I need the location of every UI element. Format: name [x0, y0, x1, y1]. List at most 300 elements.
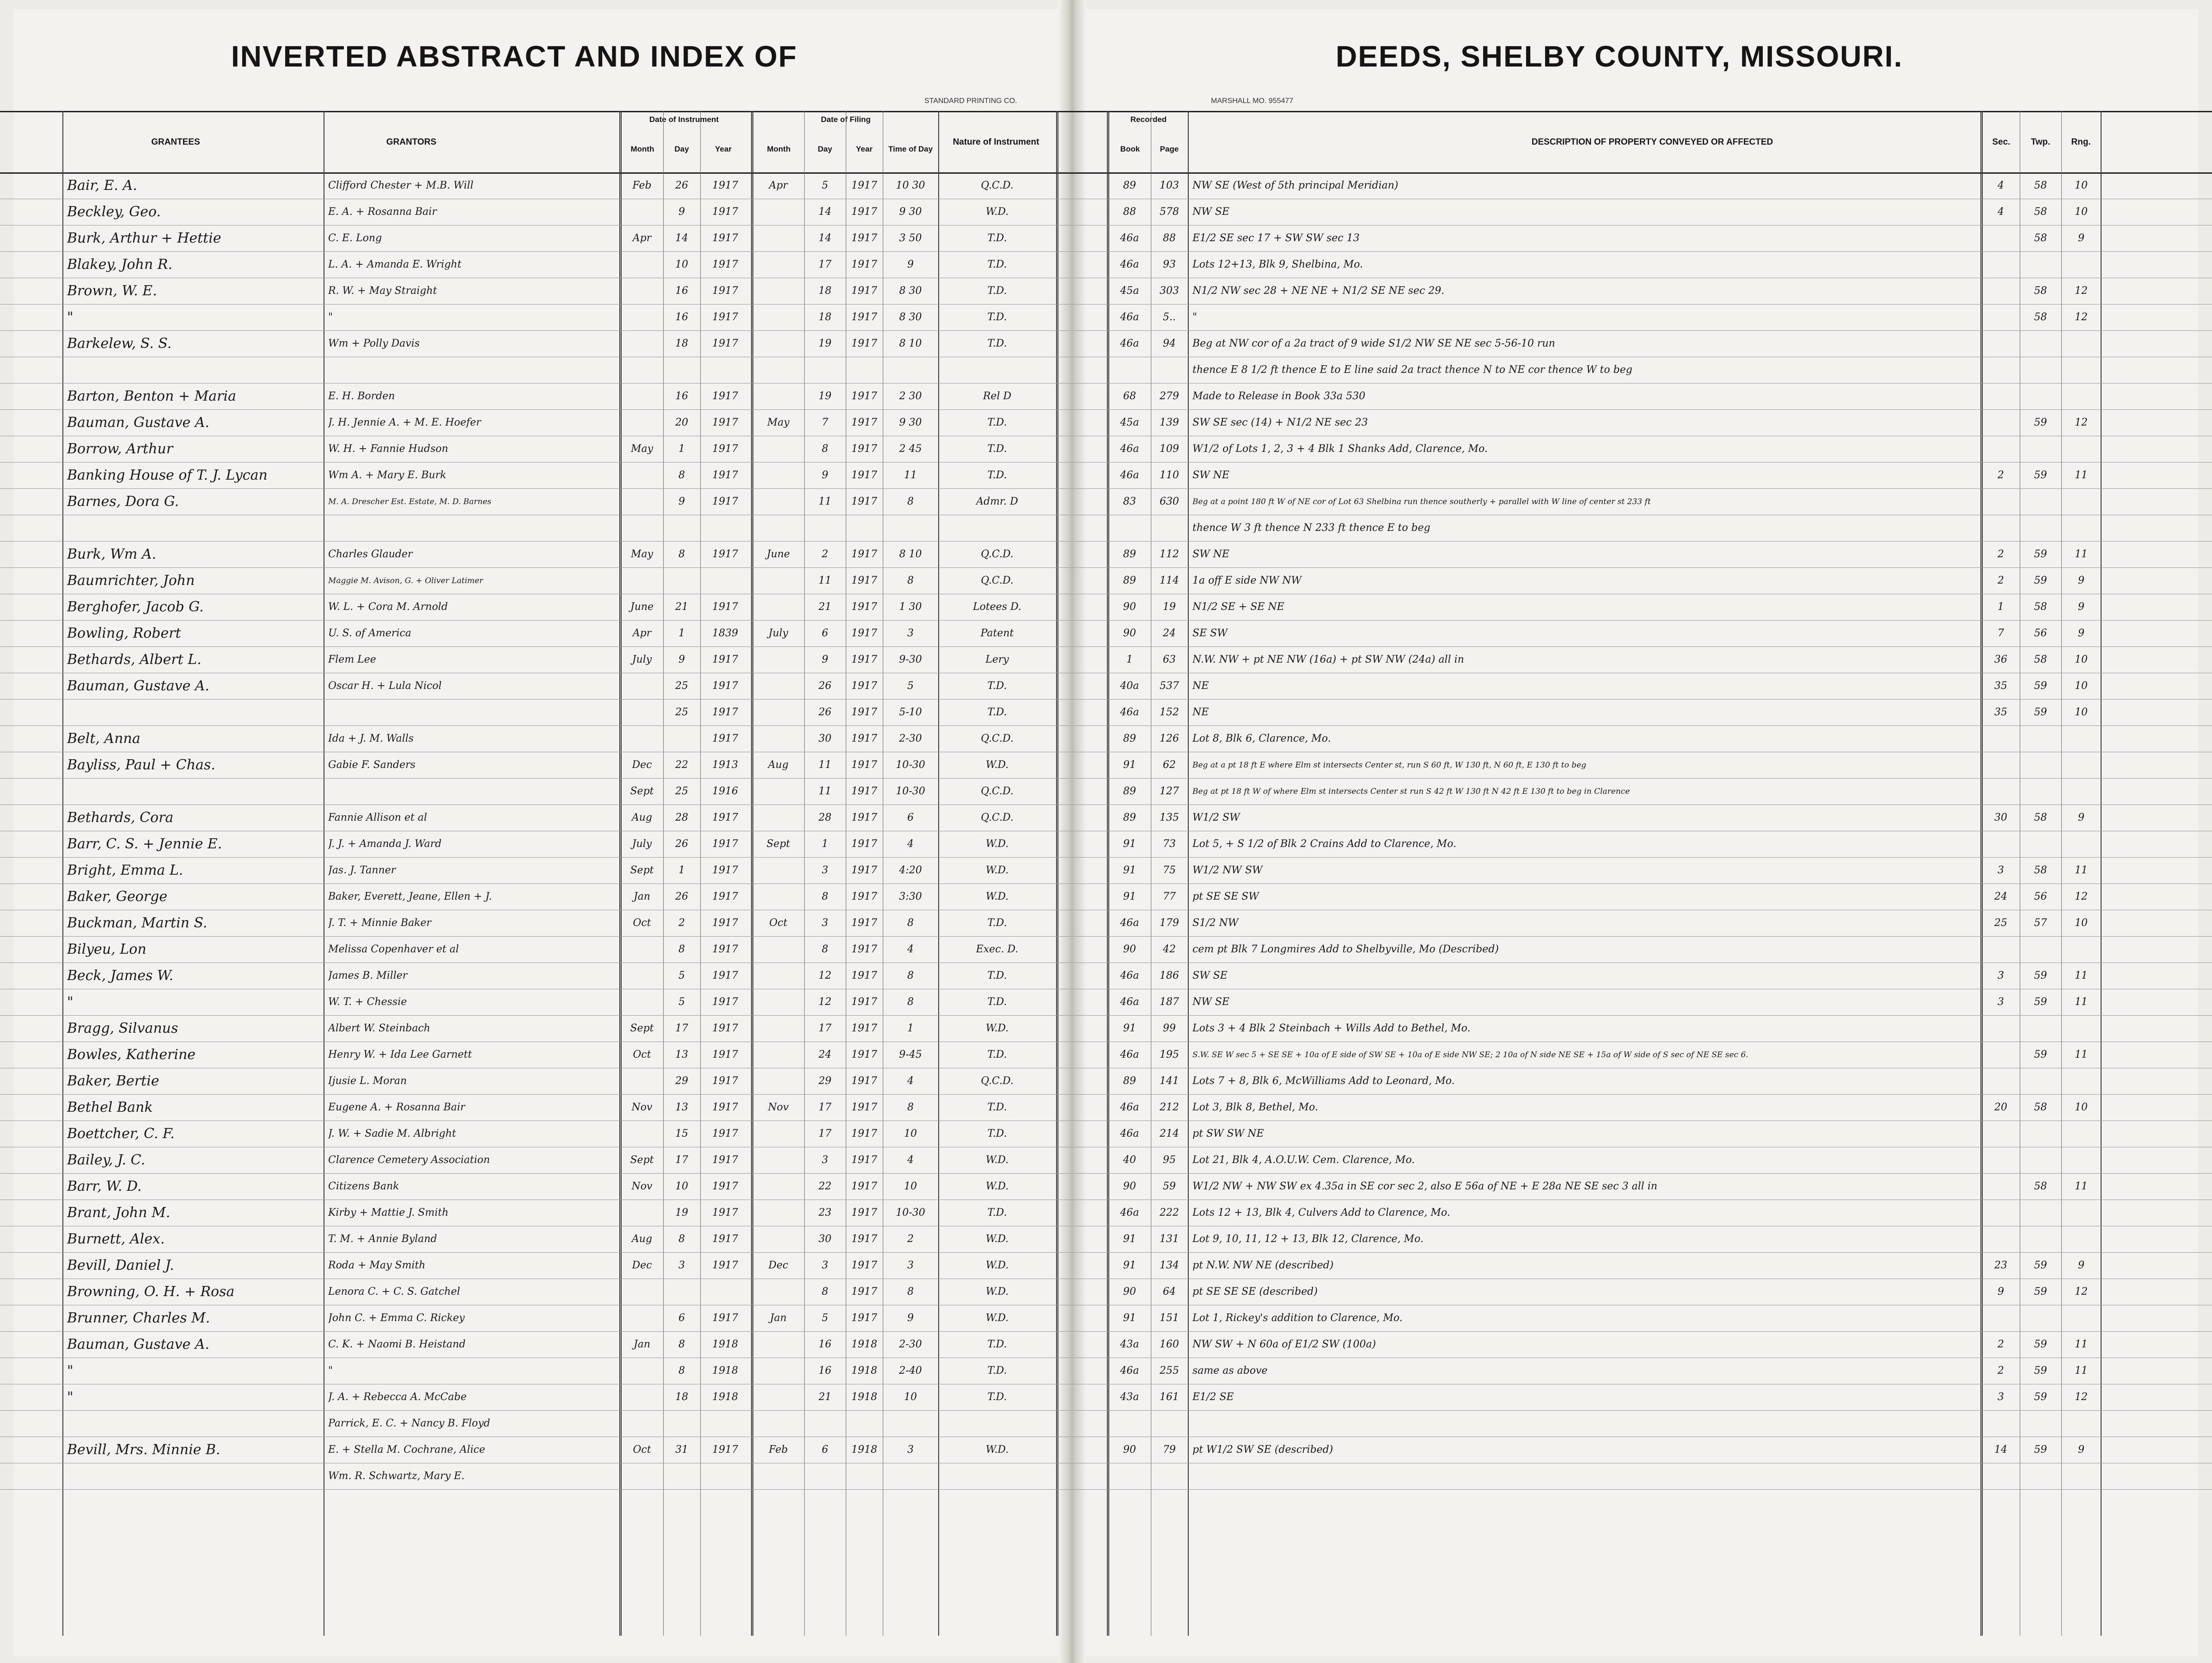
cell-ft: 3	[907, 627, 914, 639]
cell-nat: T.D.	[987, 970, 1007, 981]
cell-iy: 1917	[712, 496, 738, 507]
cell-id: 1	[678, 627, 685, 639]
cell-id: 9	[678, 654, 685, 665]
cell-grantor: Ida + J. M. Walls	[328, 733, 414, 744]
cell-sec	[1983, 490, 2019, 513]
cell-ft: 8	[907, 1102, 914, 1113]
cell-id: 21	[675, 601, 688, 613]
cell-nat: Q.C.D.	[981, 1075, 1014, 1087]
cell-id: 8	[678, 1339, 685, 1350]
cell-iy	[701, 1280, 749, 1304]
cell-im	[622, 517, 662, 540]
cell-ft: 10-30	[896, 759, 925, 771]
cell-book: 90	[1123, 944, 1136, 955]
cell-grantor: T. M. + Annie Byland	[328, 1233, 437, 1245]
cell-im	[622, 1280, 662, 1304]
cell-ft: 11	[904, 469, 917, 481]
cell-grantor: J. T. + Minnie Baker	[328, 917, 432, 929]
cell-fm	[753, 1465, 803, 1488]
cell-nat: Q.C.D.	[981, 548, 1014, 560]
cell-im	[622, 938, 662, 961]
cell-fm: May	[767, 417, 790, 428]
cell-sec: 24	[1994, 891, 2007, 902]
cell-book	[1109, 359, 1150, 382]
cell-id: 28	[675, 812, 688, 823]
cell-desc: Lots 3 + 4 Blk 2 Steinbach + Wills Add to Bethel, Mo.	[1192, 1023, 1471, 1034]
cell-fy: 1918	[851, 1391, 877, 1403]
cell-nat	[941, 517, 1054, 540]
cell-sec: 3	[1998, 865, 2004, 876]
cell-iy: 1917	[712, 1207, 738, 1218]
cell-fd: 19	[819, 338, 831, 349]
cell-ft: 9	[907, 259, 914, 270]
cell-iy: 1917	[712, 232, 738, 244]
cell-nat	[941, 1465, 1054, 1488]
cell-desc: Lot 5, + S 1/2 of Blk 2 Crains Add to Clarence, Mo.	[1192, 838, 1456, 850]
cell-twp	[2021, 490, 2060, 513]
table-row	[0, 383, 2212, 410]
cell-sec: 4	[1998, 180, 2004, 191]
cell-iy: 1917	[712, 1312, 738, 1324]
cell-twp: 59	[2034, 1365, 2047, 1377]
cell-id: 26	[675, 180, 688, 191]
cell-fd: 29	[819, 1075, 831, 1087]
cell-ft: 8 30	[899, 285, 922, 297]
cell-id: 6	[678, 1312, 685, 1324]
cell-rng	[2062, 1307, 2100, 1330]
cell-nat: W.D.	[985, 1023, 1009, 1034]
cell-ft: 3	[907, 1260, 914, 1271]
cell-fm	[753, 438, 803, 461]
cell-fd: 17	[819, 1102, 831, 1113]
cell-id: 10	[675, 259, 688, 270]
cell-twp	[2021, 1412, 2060, 1435]
cell-book: 89	[1123, 786, 1136, 797]
cell-book: 46a	[1120, 311, 1139, 323]
cell-fy: 1917	[851, 944, 877, 955]
cell-grantor	[328, 517, 617, 540]
cell-ft: 8	[907, 996, 914, 1008]
table-row	[0, 620, 2212, 647]
table-row	[0, 1463, 2212, 1490]
cell-fm	[753, 201, 803, 224]
cell-rng: 9	[2078, 575, 2084, 586]
cell-page: 279	[1160, 390, 1179, 402]
cell-grantee: Bilyeu, Lon	[67, 941, 147, 957]
cell-nat: T.D.	[987, 338, 1007, 349]
cell-id: 16	[675, 390, 688, 402]
cell-iy: 1917	[712, 285, 738, 297]
cell-id	[664, 1412, 699, 1435]
cell-id: 13	[675, 1049, 688, 1060]
cell-twp: 58	[2034, 812, 2047, 823]
cell-nat: W.D.	[985, 1260, 1009, 1271]
cell-book: 91	[1123, 759, 1136, 771]
cell-page: 161	[1160, 1391, 1179, 1403]
cell-fy: 1917	[851, 496, 877, 507]
cell-twp	[2021, 833, 2060, 856]
cell-twp: 58	[2034, 180, 2047, 191]
cell-id: 29	[675, 1075, 688, 1087]
cell-twp: 59	[2034, 680, 2047, 692]
cell-rng: 10	[2075, 654, 2088, 665]
cell-sec: 23	[1994, 1260, 2007, 1271]
cell-grantee: Belt, Anna	[67, 731, 141, 747]
cell-ft: 4:20	[899, 865, 922, 876]
cell-desc: SW SE sec (14) + N1/2 NE sec 23	[1192, 417, 1368, 428]
cell-iy: 1917	[712, 601, 738, 613]
cell-fy: 1917	[851, 311, 877, 323]
cell-ft: 10-30	[896, 786, 925, 797]
table-row	[0, 1173, 2212, 1200]
cell-fm	[753, 490, 803, 513]
cell-sec	[1983, 1122, 2019, 1145]
cell-book: 89	[1123, 812, 1136, 823]
cell-desc: N1/2 SE + SE NE	[1192, 601, 1284, 613]
cell-iy: 1918	[712, 1339, 738, 1350]
cell-iy: 1917	[712, 707, 738, 718]
cell-im: Oct	[633, 1444, 651, 1456]
cell-fm	[753, 1228, 803, 1251]
cell-nat: Exec. D.	[976, 944, 1019, 955]
cell-rng: 10	[2075, 680, 2088, 692]
cell-nat: T.D.	[987, 443, 1007, 455]
cell-grantor: "	[328, 311, 333, 323]
cell-im: July	[632, 838, 652, 850]
cell-grantor: Oscar H. + Lula Nicol	[328, 680, 442, 692]
cell-book: 83	[1123, 496, 1136, 507]
cell-grantor: E. A. + Rosanna Bair	[328, 206, 437, 218]
cell-grantee: Bragg, Silvanus	[67, 1020, 178, 1036]
cell-id: 15	[675, 1128, 688, 1139]
cell-book: 46a	[1120, 1365, 1139, 1377]
cell-fd: 14	[819, 232, 831, 244]
cell-fy: 1917	[851, 733, 877, 744]
cell-fy	[847, 359, 882, 382]
cell-page: 77	[1163, 891, 1176, 902]
cell-nat: Lotees D.	[973, 601, 1021, 613]
cell-rng	[2062, 1228, 2100, 1251]
cell-twp: 58	[2034, 601, 2047, 613]
cell-nat: T.D.	[987, 1365, 1007, 1377]
cell-twp	[2021, 1228, 2060, 1251]
cell-twp	[2021, 780, 2060, 803]
cell-page: 88	[1163, 232, 1176, 244]
cell-rng	[2062, 833, 2100, 856]
cell-iy: 1917	[712, 1102, 738, 1113]
page-title-left: INVERTED ABSTRACT AND INDEX OF	[231, 40, 798, 73]
cell-fm	[753, 227, 803, 250]
cell-id: 8	[678, 469, 685, 481]
cell-grantee: Bevill, Daniel J.	[67, 1257, 174, 1273]
cell-ft: 5	[907, 680, 914, 692]
table-row	[0, 1279, 2212, 1305]
cell-fm	[753, 859, 803, 882]
cell-fy: 1917	[851, 1233, 877, 1245]
cell-grantee: Barr, C. S. + Jennie E.	[67, 836, 222, 852]
cell-id: 13	[675, 1102, 688, 1113]
cell-rng: 10	[2075, 917, 2088, 929]
cell-page: 112	[1160, 548, 1179, 560]
cell-rng: 10	[2075, 707, 2088, 718]
cell-rng: 10	[2075, 206, 2088, 218]
cell-fd: 11	[819, 575, 831, 586]
table-row	[0, 857, 2212, 884]
cell-book: 89	[1123, 548, 1136, 560]
cell-rng: 11	[2075, 996, 2088, 1008]
cell-sec: 9	[1998, 1286, 2004, 1298]
cell-book: 40a	[1120, 680, 1139, 692]
cell-rng: 11	[2075, 865, 2088, 876]
cell-book: 90	[1123, 1286, 1136, 1298]
cell-iy: 1917	[712, 970, 738, 981]
cell-page: 160	[1160, 1339, 1179, 1350]
cell-ft	[884, 1465, 937, 1488]
cell-page: 141	[1160, 1075, 1179, 1087]
cell-fm	[753, 385, 803, 408]
cell-twp: 59	[2034, 1391, 2047, 1403]
cell-page: 59	[1163, 1181, 1176, 1192]
cell-ft: 4	[907, 1154, 914, 1166]
cell-iy: 1917	[712, 812, 738, 823]
cell-grantor: Roda + May Smith	[328, 1260, 426, 1271]
cell-book: 46a	[1120, 469, 1139, 481]
cell-grantee: Boettcher, C. F.	[67, 1126, 175, 1142]
cell-sec	[1983, 1017, 2019, 1040]
cell-fy: 1917	[851, 1128, 877, 1139]
table-row	[0, 725, 2212, 752]
cell-twp: 58	[2034, 865, 2047, 876]
cell-nat: W.D.	[985, 891, 1009, 902]
cell-iy: 1913	[712, 759, 738, 771]
cell-nat: T.D.	[987, 707, 1007, 718]
cell-grantee: Brant, John M.	[67, 1205, 171, 1221]
cell-rng: 12	[2075, 311, 2088, 323]
cell-nat: T.D.	[987, 1391, 1007, 1403]
cell-fm	[753, 1412, 803, 1435]
cell-rng	[2062, 359, 2100, 382]
printer-mark-left: STANDARD PRINTING CO.	[924, 97, 1017, 105]
table-row	[0, 699, 2212, 726]
cell-grantor: "	[328, 1365, 333, 1377]
cell-im	[622, 675, 662, 698]
cell-sec	[1983, 1307, 2019, 1330]
cell-sec	[1983, 1201, 2019, 1224]
cell-im	[622, 1201, 662, 1224]
cell-ft	[884, 1412, 937, 1435]
cell-page: 131	[1160, 1233, 1179, 1245]
cell-twp: 59	[2034, 469, 2047, 481]
cell-im	[622, 964, 662, 987]
cell-rng: 11	[2075, 1339, 2088, 1350]
header-inst-day: Day	[674, 145, 689, 153]
cell-rng: 11	[2075, 1181, 2088, 1192]
cell-im: Oct	[633, 1049, 651, 1060]
cell-im	[622, 1386, 662, 1409]
cell-id: 20	[675, 417, 688, 428]
cell-id: 25	[675, 786, 688, 797]
cell-grantee: Barr, W. D.	[67, 1178, 142, 1194]
cell-grantor	[328, 359, 617, 382]
cell-twp: 56	[2034, 627, 2047, 639]
cell-im	[622, 464, 662, 487]
cell-book: 90	[1123, 627, 1136, 639]
cell-sec: 20	[1994, 1102, 2007, 1113]
cell-iy: 1918	[712, 1391, 738, 1403]
cell-ft: 2-30	[899, 1339, 922, 1350]
cell-id: 19	[675, 1207, 688, 1218]
cell-page: 75	[1163, 865, 1176, 876]
cell-twp: 59	[2034, 707, 2047, 718]
cell-desc: NW SE	[1192, 996, 1229, 1008]
table-row	[0, 962, 2212, 989]
cell-grantor: J. W. + Sadie M. Albright	[328, 1128, 456, 1139]
cell-sec	[1983, 938, 2019, 961]
cell-ft: 6	[907, 812, 914, 823]
cell-page: 255	[1160, 1365, 1179, 1377]
cell-iy: 1917	[712, 944, 738, 955]
cell-sec: 3	[1998, 996, 2004, 1008]
cell-book: 46a	[1120, 917, 1139, 929]
cell-grantor: Henry W. + Ida Lee Garnett	[328, 1049, 472, 1060]
cell-rng: 9	[2078, 601, 2084, 613]
cell-desc: NW SE (West of 5th principal Meridian)	[1192, 180, 1399, 191]
cell-im	[622, 490, 662, 513]
cell-grantee: Berghofer, Jacob G.	[67, 599, 204, 615]
cell-desc: cem pt Blk 7 Longmires Add to Shelbyville, Mo (Described)	[1192, 944, 1499, 955]
cell-sec: 1	[1998, 601, 2004, 613]
cell-desc	[1192, 1412, 1978, 1435]
cell-grantee	[67, 517, 321, 540]
cell-page	[1152, 359, 1187, 382]
cell-fm	[753, 938, 803, 961]
cell-nat: Q.C.D.	[981, 575, 1014, 586]
cell-book: 45a	[1120, 417, 1139, 428]
cell-im	[622, 991, 662, 1014]
cell-fy: 1917	[851, 601, 877, 613]
cell-fm	[753, 1070, 803, 1093]
cell-im: Sept	[630, 1023, 654, 1034]
cell-iy: 1917	[712, 865, 738, 876]
cell-desc: NE	[1192, 707, 1209, 718]
table-row	[0, 1305, 2212, 1332]
cell-grantor: J. H. Jennie A. + M. E. Hoefer	[328, 417, 481, 428]
cell-id: 5	[678, 970, 685, 981]
cell-fd: 21	[819, 1391, 831, 1403]
table-row	[0, 646, 2212, 673]
cell-sec	[1983, 1175, 2019, 1198]
cell-ft: 3 50	[899, 232, 922, 244]
cell-fd	[805, 517, 845, 540]
cell-rng: 12	[2075, 417, 2088, 428]
cell-twp	[2021, 754, 2060, 777]
cell-im	[622, 1122, 662, 1145]
cell-page: 195	[1160, 1049, 1179, 1060]
cell-ft: 8	[907, 970, 914, 981]
table-row	[0, 225, 2212, 252]
cell-fm	[753, 464, 803, 487]
cell-rng	[2062, 253, 2100, 276]
cell-fy: 1917	[851, 1260, 877, 1271]
cell-grantor	[328, 780, 617, 803]
cell-sec	[1983, 517, 2019, 540]
cell-sec	[1983, 727, 2019, 750]
cell-rng: 9	[2078, 627, 2084, 639]
cell-iy: 1917	[712, 1049, 738, 1060]
cell-im: Dec	[632, 1260, 652, 1271]
cell-fd: 5	[822, 1312, 828, 1324]
cell-book: 90	[1123, 1181, 1136, 1192]
cell-ft: 8	[907, 917, 914, 929]
cell-grantor: Charles Glauder	[328, 548, 413, 560]
cell-grantor: R. W. + May Straight	[328, 285, 437, 297]
cell-grantor: Citizens Bank	[328, 1181, 399, 1192]
cell-grantor: W. L. + Cora M. Arnold	[328, 601, 448, 613]
cell-id: 14	[675, 232, 688, 244]
cell-twp: 58	[2034, 232, 2047, 244]
cell-page: 99	[1163, 1023, 1176, 1034]
cell-book: 43a	[1120, 1391, 1139, 1403]
cell-fy: 1918	[851, 1339, 877, 1350]
cell-iy: 1917	[712, 891, 738, 902]
cell-rng: 11	[2075, 970, 2088, 981]
cell-im	[622, 411, 662, 434]
cell-ft: 10	[904, 1391, 917, 1403]
cell-twp	[2021, 1122, 2060, 1145]
cell-fd: 9	[822, 654, 828, 665]
cell-fy: 1917	[851, 1075, 877, 1087]
cell-iy: 1917	[712, 1181, 738, 1192]
cell-twp: 59	[2034, 1260, 2047, 1271]
table-row	[0, 1042, 2212, 1068]
cell-sec	[1983, 780, 2019, 803]
cell-id: 26	[675, 838, 688, 850]
cell-im	[622, 201, 662, 224]
cell-twp	[2021, 727, 2060, 750]
cell-nat: W.D.	[985, 865, 1009, 876]
cell-book: 88	[1123, 206, 1136, 218]
table-row	[0, 594, 2212, 621]
cell-fy: 1917	[851, 970, 877, 981]
cell-rng	[2062, 517, 2100, 540]
cell-twp: 59	[2034, 548, 2047, 560]
cell-fm: Apr	[769, 180, 788, 191]
cell-book: 46a	[1120, 232, 1139, 244]
header-grantees: GRANTEES	[151, 137, 200, 147]
cell-im	[622, 1412, 662, 1435]
cell-fm	[753, 517, 803, 540]
cell-grantee: Burnett, Alex.	[67, 1231, 165, 1247]
cell-book: 91	[1123, 1233, 1136, 1245]
cell-grantee: Barnes, Dora G.	[67, 493, 179, 510]
cell-ft: 10	[904, 1128, 917, 1139]
cell-fm	[753, 359, 803, 382]
cell-id	[664, 517, 699, 540]
cell-desc: NW SE	[1192, 206, 1229, 218]
cell-im	[622, 253, 662, 276]
cell-sec: 25	[1994, 917, 2007, 929]
cell-sec	[1983, 385, 2019, 408]
cell-page: 578	[1160, 206, 1179, 218]
cell-grantee: "	[67, 1389, 73, 1405]
cell-iy: 1917	[712, 1023, 738, 1034]
table-row	[0, 199, 2212, 225]
cell-book: 40	[1123, 1154, 1136, 1166]
table-row	[0, 541, 2212, 568]
cell-grantor: Clarence Cemetery Association	[328, 1154, 490, 1166]
cell-rng	[2062, 938, 2100, 961]
cell-iy: 1917	[712, 548, 738, 560]
